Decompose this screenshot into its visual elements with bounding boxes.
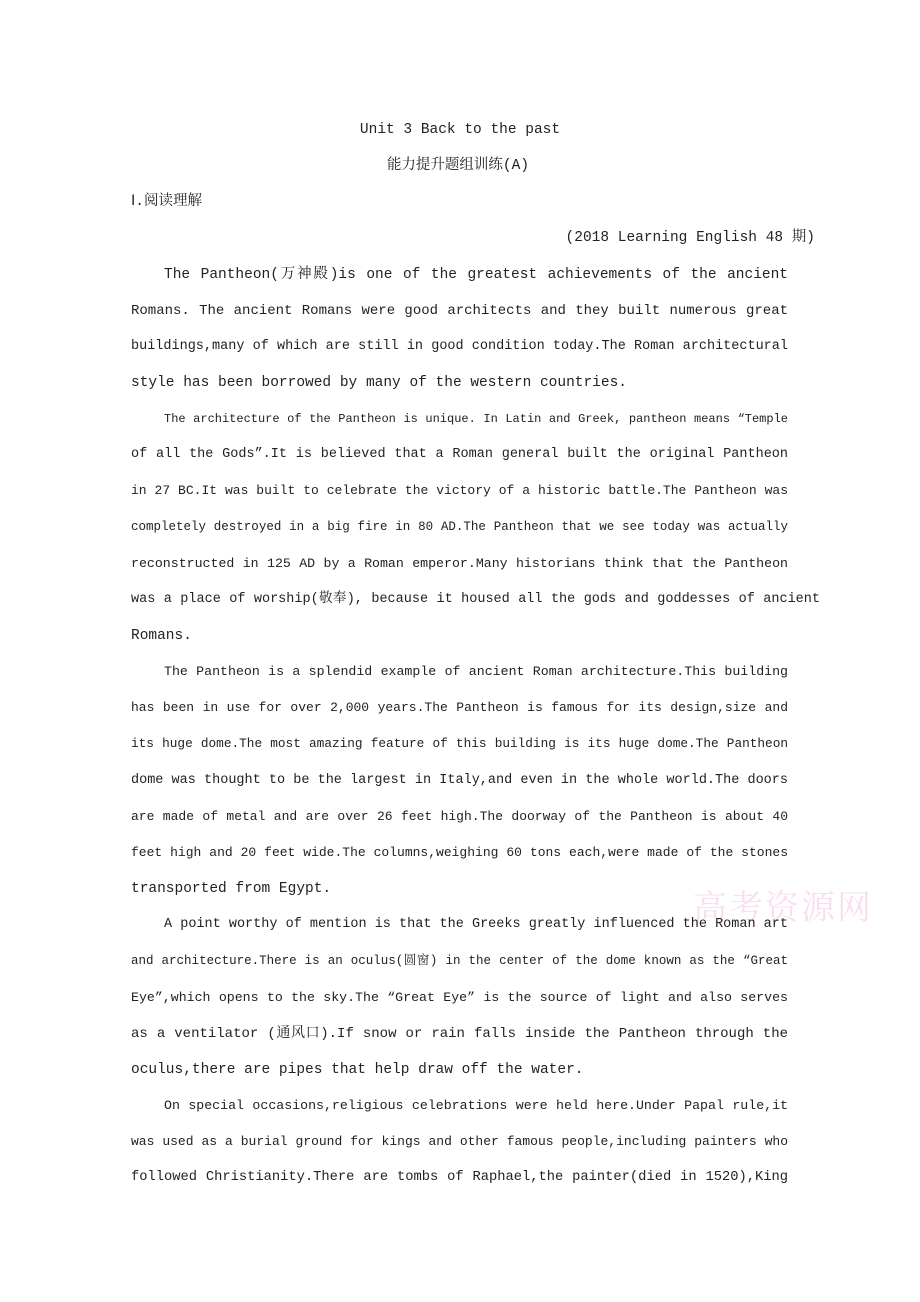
text-line: The Pantheon is a splendid example of ancient Roman architecture.This building bbox=[164, 664, 788, 679]
text-line: of all the Gods”.It is believed that a Roman general built the original Pantheon bbox=[131, 447, 788, 462]
text-line: Eye”,which opens to the sky.The “Great Eye” is the source of light and also serves bbox=[131, 990, 788, 1005]
text-line: The Pantheon(万神殿)is one of the greatest achievements of the ancient bbox=[164, 267, 788, 283]
text-line: Romans. bbox=[131, 628, 192, 644]
text-line: reconstructed in 125 AD by a Roman emperor.Many historians think that the Pantheon bbox=[131, 556, 788, 571]
text-line: as a ventilator (通风口).If snow or rain falls inside the Pantheon through the bbox=[131, 1026, 788, 1042]
text-line: completely destroyed in a big fire in 80 AD.The Pantheon that we see today was actually bbox=[131, 520, 788, 534]
text-line: On special occasions,religious celebrations were held here.Under Papal rule,it bbox=[164, 1098, 788, 1113]
exercise-subtitle: 能力提升题组训练(A) bbox=[386, 158, 530, 174]
source-citation: (2018 Learning English 48 期) bbox=[565, 230, 815, 246]
unit-title: Unit 3 Back to the past bbox=[359, 122, 561, 138]
text-line: was used as a burial ground for kings and other famous people,including painters who bbox=[131, 1134, 788, 1149]
text-line: Romans. The ancient Romans were good architects and they built numerous great bbox=[131, 303, 788, 319]
text-line: style has been borrowed by many of the western countries. bbox=[131, 375, 627, 391]
text-line: was a place of worship(敬奉), because it housed all the gods and goddesses of ancient bbox=[131, 592, 820, 607]
text-line: has been in use for over 2,000 years.The Pantheon is famous for its design,size and bbox=[131, 700, 788, 715]
text-line: oculus,there are pipes that help draw off the water. bbox=[131, 1062, 584, 1078]
text-line: in 27 BC.It was built to celebrate the victory of a historic battle.The Pantheon was bbox=[131, 483, 788, 498]
text-line: followed Christianity.There are tombs of Raphael,the painter(died in 1520),King bbox=[131, 1170, 788, 1185]
section-heading: Ⅰ.阅读理解 bbox=[131, 194, 202, 210]
text-line: A point worthy of mention is that the Greeks greatly influenced the Roman art bbox=[164, 917, 788, 932]
text-line: The architecture of the Pantheon is unique. In Latin and Greek, pantheon means “Temple bbox=[164, 412, 788, 426]
watermark-logo: 高考资源网 bbox=[693, 888, 873, 928]
text-line: and architecture.There is an oculus(圆窗) in the center of the dome known as the “Great bbox=[131, 954, 788, 968]
text-line: transported from Egypt. bbox=[131, 881, 332, 897]
text-line: are made of metal and are over 26 feet high.The doorway of the Pantheon is about 40 bbox=[131, 809, 788, 824]
text-line: buildings,many of which are still in good condition today.The Roman architectural bbox=[131, 339, 788, 354]
text-line: dome was thought to be the largest in Italy,and even in the whole world.The doors bbox=[131, 773, 788, 788]
text-line: feet high and 20 feet wide.The columns,weighing 60 tons each,were made of the stones bbox=[131, 845, 788, 860]
text-line: its huge dome.The most amazing feature of this building is its huge dome.The Pantheon bbox=[131, 736, 788, 751]
